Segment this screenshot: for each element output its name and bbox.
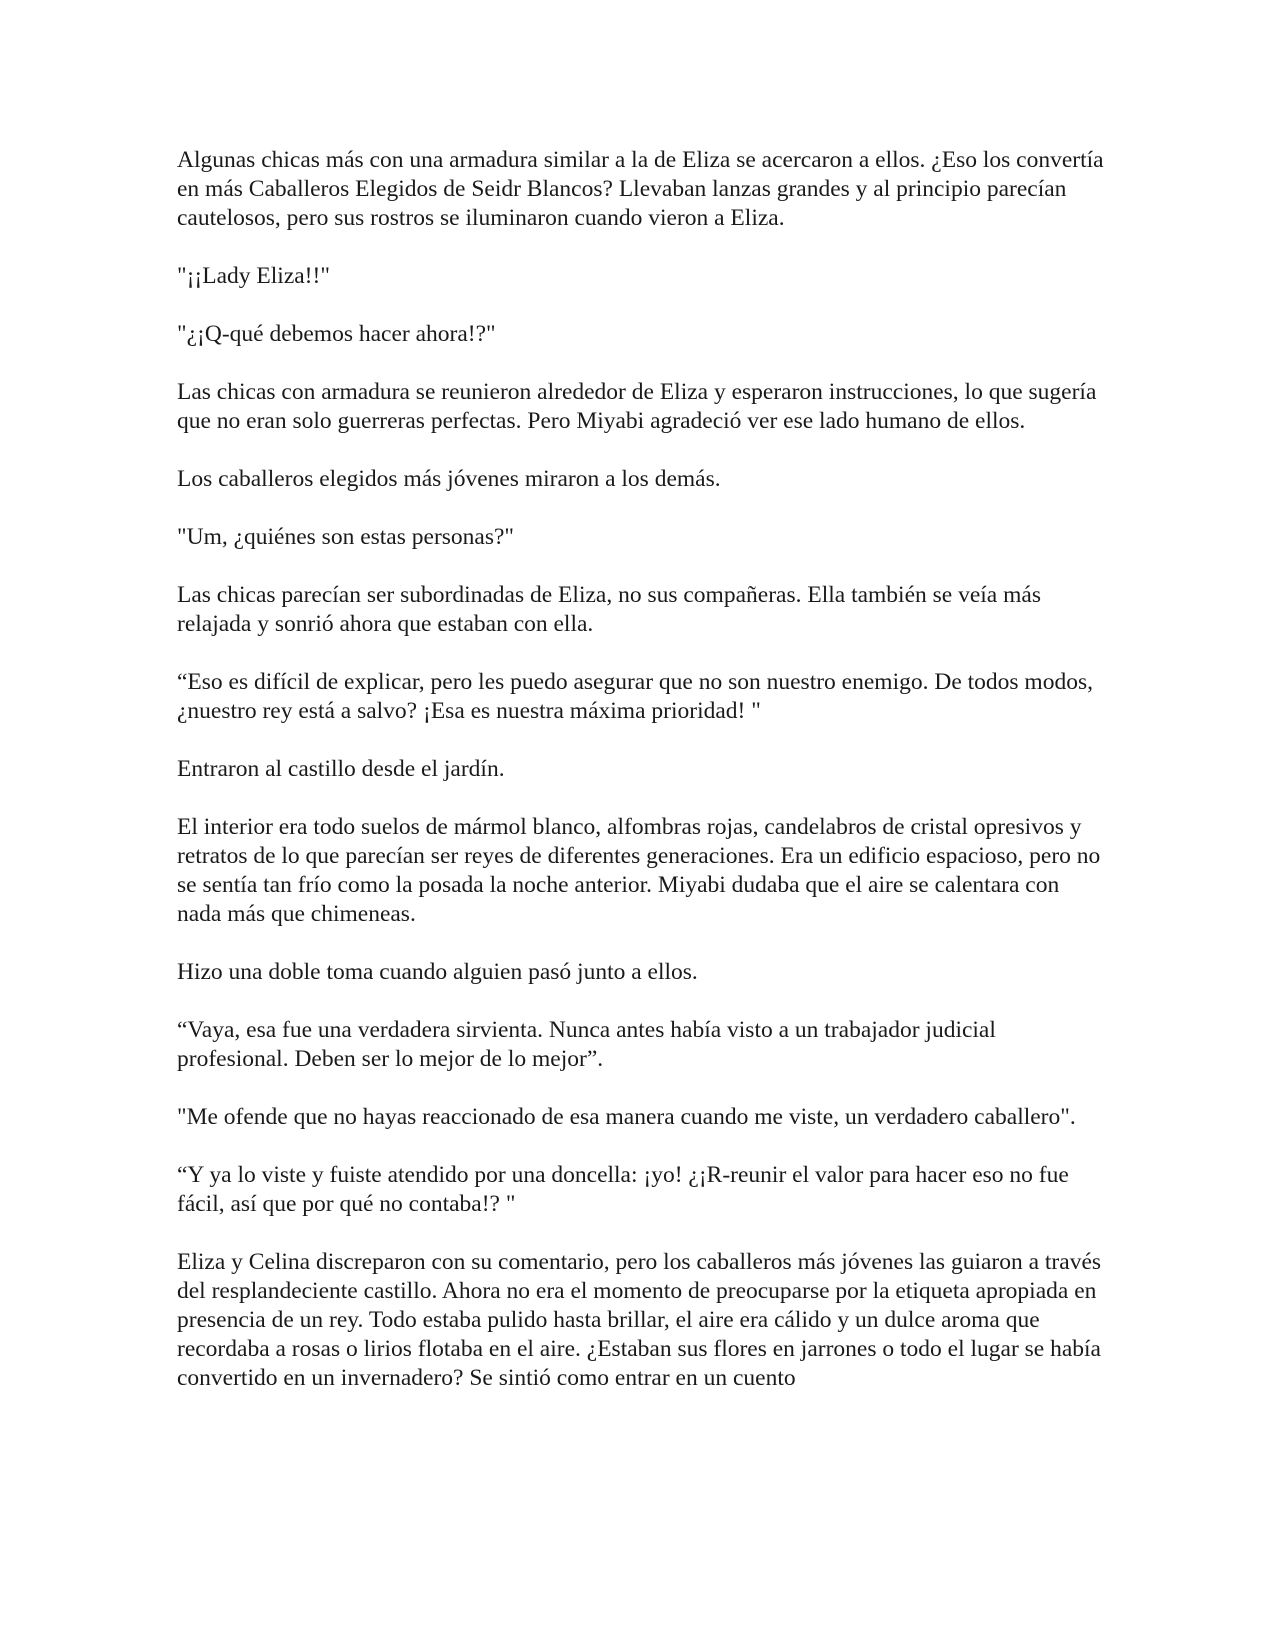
paragraph: "Me ofende que no hayas reaccionado de esa manera cuando me viste, un verdadero caballero".: [177, 1104, 1076, 1130]
paragraph: Entraron al castillo desde el jardín.: [177, 756, 505, 782]
paragraph: Eliza y Celina discreparon con su comentario, pero los caballeros más jóvenes las guiaron a través del resplandeciente castillo. Ahora no era el momento de preocuparse por la etiqueta apropiada en presencia de un rey. Todo estaba pulido hasta brillar, el aire era cálido y un dulce aroma que recordaba a rosas o lirios flotaba en el aire. ¿Estaban sus flores en jarrones o todo el lugar se había convertido en un invernadero? Se sintió como entrar en un cuento: [177, 1249, 1102, 1391]
paragraph: "¿¡Q-qué debemos hacer ahora!?": [177, 321, 496, 347]
paragraph: “Y ya lo viste y fuiste atendido por una doncella: ¡yo! ¿¡R-reunir el valor para hacer eso no fue fácil, así que por qué no contaba!? ": [177, 1162, 1069, 1217]
paragraph: Los caballeros elegidos más jóvenes miraron a los demás.: [177, 466, 721, 492]
paragraph: “Eso es difícil de explicar, pero les puedo asegurar que no son nuestro enemigo. De todos modos, ¿nuestro rey está a salvo? ¡Esa es nuestra máxima prioridad! ": [177, 669, 1093, 724]
paragraph: Hizo una doble toma cuando alguien pasó junto a ellos.: [177, 959, 698, 985]
paragraph: "¡¡Lady Eliza!!": [177, 263, 330, 289]
paragraph: Algunas chicas más con una armadura similar a la de Eliza se acercaron a ellos. ¿Eso los convertía en más Caballeros Elegidos de Seidr Blancos? Llevaban lanzas grandes y al principio parecían cautelosos, pero sus rostros se iluminaron cuando vieron a Eliza.: [177, 147, 1104, 231]
paragraph: "Um, ¿quiénes son estas personas?": [177, 524, 515, 550]
body-text: [177, 146, 1107, 1422]
paragraph: Las chicas parecían ser subordinadas de Eliza, no sus compañeras. Ella también se veía más relajada y sonrió ahora que estaban con ella.: [177, 582, 1041, 637]
paragraph: “Vaya, esa fue una verdadera sirvienta. Nunca antes había visto a un trabajador judicial profesional. Deben ser lo mejor de lo mejor”.: [177, 1017, 996, 1072]
paragraph: Las chicas con armadura se reunieron alrededor de Eliza y esperaron instrucciones, lo que sugería que no eran solo guerreras perfectas. Pero Miyabi agradeció ver ese lado humano de ellos.: [177, 379, 1097, 434]
paragraph: El interior era todo suelos de mármol blanco, alfombras rojas, candelabros de cristal opresivos y retratos de lo que parecían ser reyes de diferentes generaciones. Era un edificio espacioso, pero no se sentía tan frío como la posada la noche anterior. Miyabi dudaba que el aire se calentara con nada más que chimeneas.: [177, 814, 1101, 927]
